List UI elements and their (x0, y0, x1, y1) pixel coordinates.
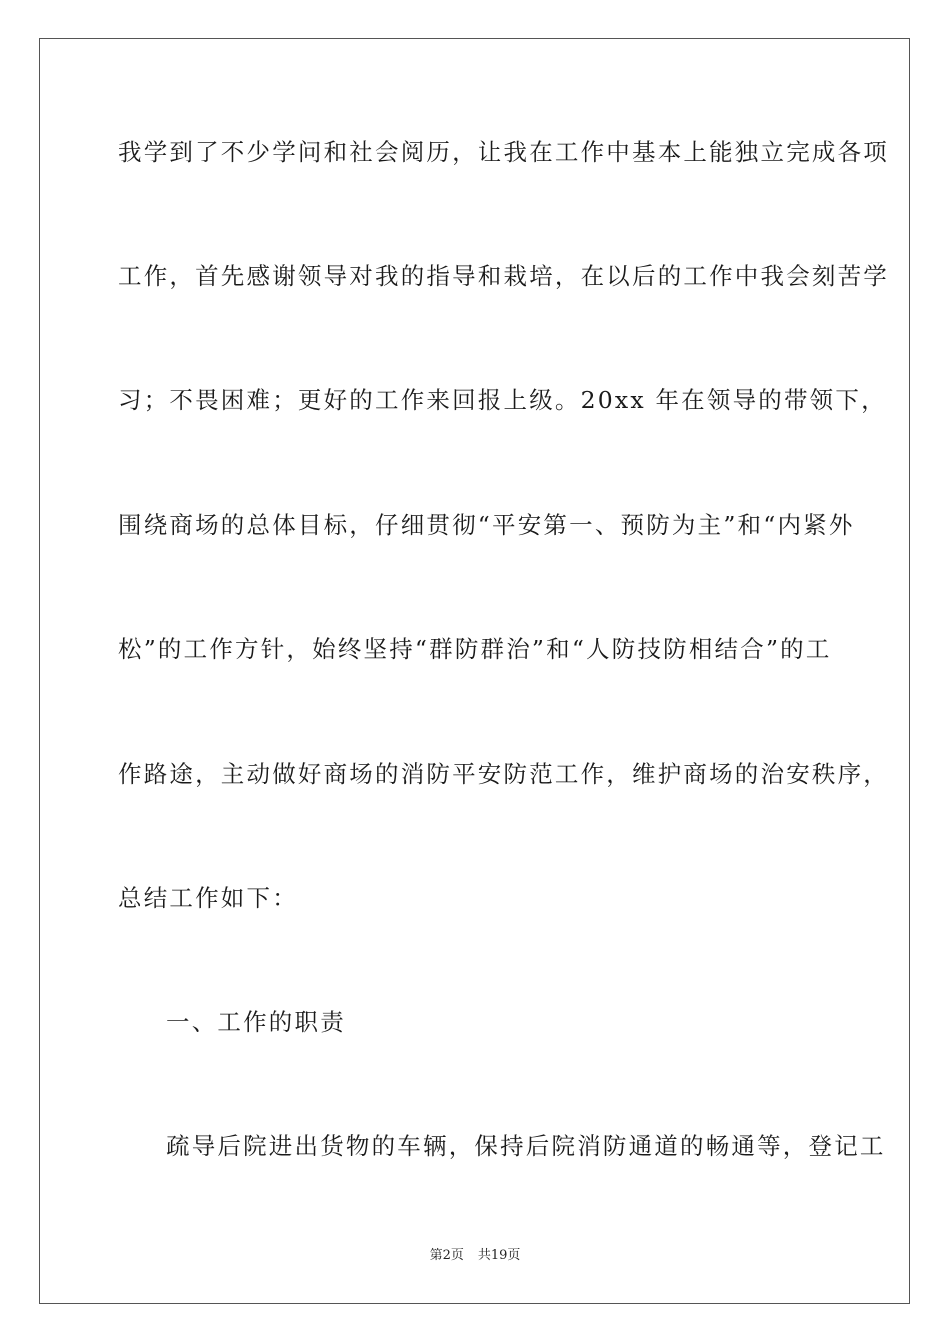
section-first-line: 疏导后院进出货物的车辆，保持后院消防通道的畅通等，登记工 (166, 1132, 886, 1160)
body-line-7: 总结工作如下： (118, 884, 298, 912)
body-line-6: 作路途，主动做好商场的消防平安防范工作，维护商场的治安秩序， (118, 760, 889, 788)
body-line-5: 松”的工作方针，始终坚持“群防群治”和“人防技防相结合”的工 (118, 635, 832, 663)
page-footer (0, 1247, 950, 1265)
body-line-3: 习；不畏困难；更好的工作来回报上级。20xx 年在领导的带领下， (118, 386, 887, 414)
body-line-4: 围绕商场的总体目标，仔细贯彻“平安第一、预防为主”和“内紧外 (118, 511, 855, 539)
total-pages: 共19页 (477, 1248, 521, 1263)
section-heading: 一、工作的职责 (166, 1008, 346, 1036)
body-line-2: 工作，首先感谢领导对我的指导和栽培，在以后的工作中我会刻苦学 (118, 262, 889, 290)
page-number: 第2页 (429, 1248, 464, 1263)
page-border (39, 38, 910, 1304)
body-line-1: 我学到了不少学问和社会阅历，让我在工作中基本上能独立完成各项 (118, 138, 889, 166)
